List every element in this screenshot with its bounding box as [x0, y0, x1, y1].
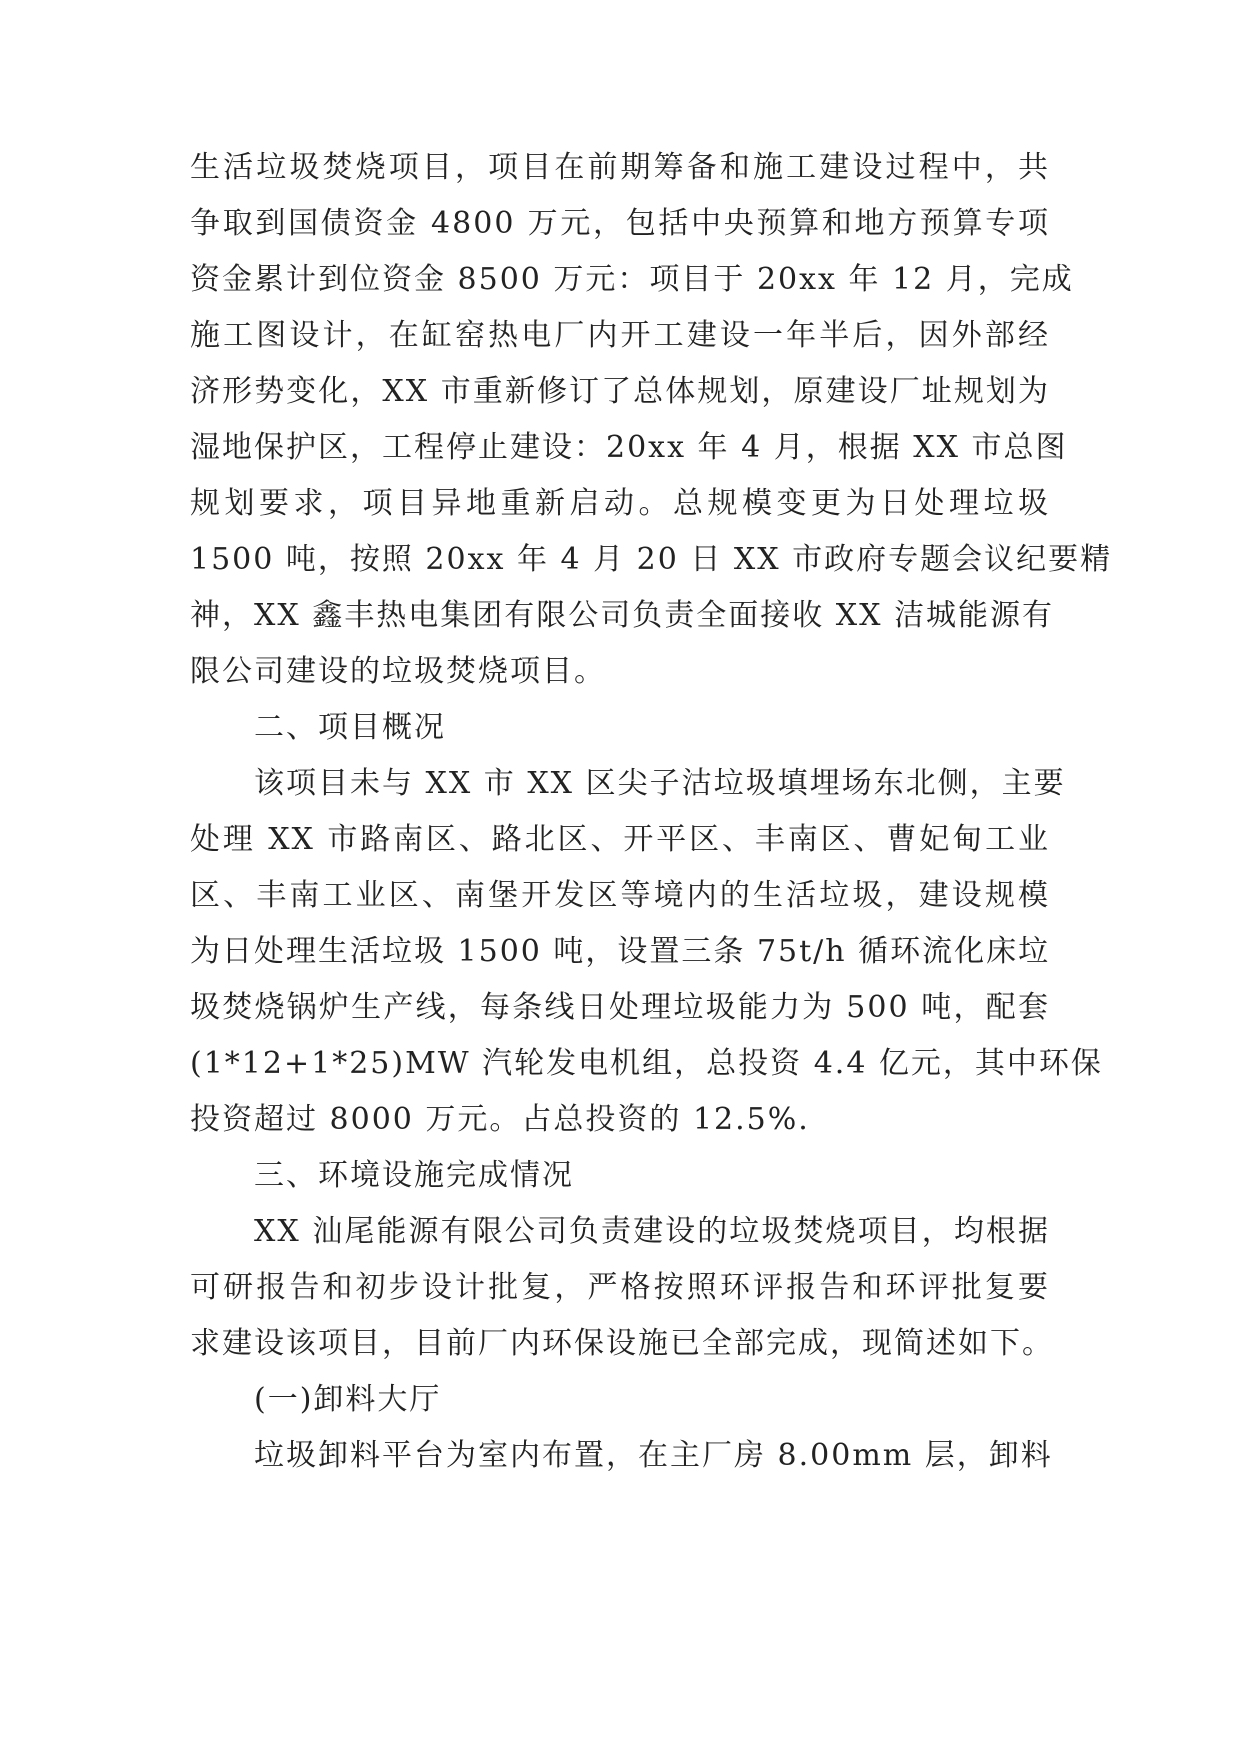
- body-line: 施工图设计，在缸窑热电厂内开工建设一年半后，因外部经: [190, 318, 1050, 353]
- body-line: 垃圾卸料平台为室内布置，在主厂房 8.00mm 层，卸料: [254, 1438, 1053, 1473]
- body-line: 为日处理生活垃圾 1500 吨，设置三条 75t/h 循环流化床垃: [190, 934, 1051, 969]
- body-line: 湿地保护区，工程停止建设：20xx 年 4 月，根据 XX 市总图: [190, 430, 1068, 465]
- body-line: 限公司建设的垃圾焚烧项目。: [190, 654, 606, 689]
- body-line: 圾焚烧锅炉生产线，每条线日处理垃圾能力为 500 吨，配套: [190, 990, 1050, 1025]
- body-line: 投资超过 8000 万元。占总投资的 12.5%.: [190, 1102, 810, 1137]
- section-heading-2: 二、项目概况: [254, 710, 446, 745]
- body-line: 该项目未与 XX 市 XX 区尖子沽垃圾填埋场东北侧，主要: [254, 766, 1066, 801]
- subsection-heading-1: (一)卸料大厅: [254, 1382, 442, 1417]
- body-line: (1*12+1*25)MW 汽轮发电机组，总投资 4.4 亿元，其中环保: [190, 1046, 1103, 1081]
- body-line: XX 汕尾能源有限公司负责建设的垃圾焚烧项目，均根据: [254, 1214, 1050, 1249]
- body-line: 神，XX 鑫丰热电集团有限公司负责全面接收 XX 洁城能源有: [190, 598, 1055, 633]
- body-line: 可研报告和初步设计批复，严格按照环评报告和环评批复要: [190, 1270, 1050, 1305]
- body-line: 求建设该项目，目前厂内环保设施已全部完成，现简述如下。: [190, 1326, 1054, 1361]
- body-line: 生活垃圾焚烧项目，项目在前期筹备和施工建设过程中，共: [190, 150, 1050, 185]
- section-heading-3: 三、环境设施完成情况: [254, 1158, 574, 1193]
- body-line: 区、丰南工业区、南堡开发区等境内的生活垃圾，建设规模: [190, 878, 1050, 913]
- body-line: 资金累计到位资金 8500 万元：项目于 20xx 年 12 月，完成: [190, 262, 1074, 297]
- body-line: 争取到国债资金 4800 万元，包括中央预算和地方预算专项: [190, 206, 1050, 241]
- body-line: 规划要求，项目异地重新启动。总规模变更为日处理垃圾: [190, 486, 1050, 521]
- body-line: 处理 XX 市路南区、路北区、开平区、丰南区、曹妃甸工业: [190, 822, 1050, 857]
- body-line: 1500 吨，按照 20xx 年 4 月 20 日 XX 市政府专题会议纪要精: [190, 542, 1113, 577]
- body-line: 济形势变化，XX 市重新修订了总体规划，原建设厂址规划为: [190, 374, 1050, 409]
